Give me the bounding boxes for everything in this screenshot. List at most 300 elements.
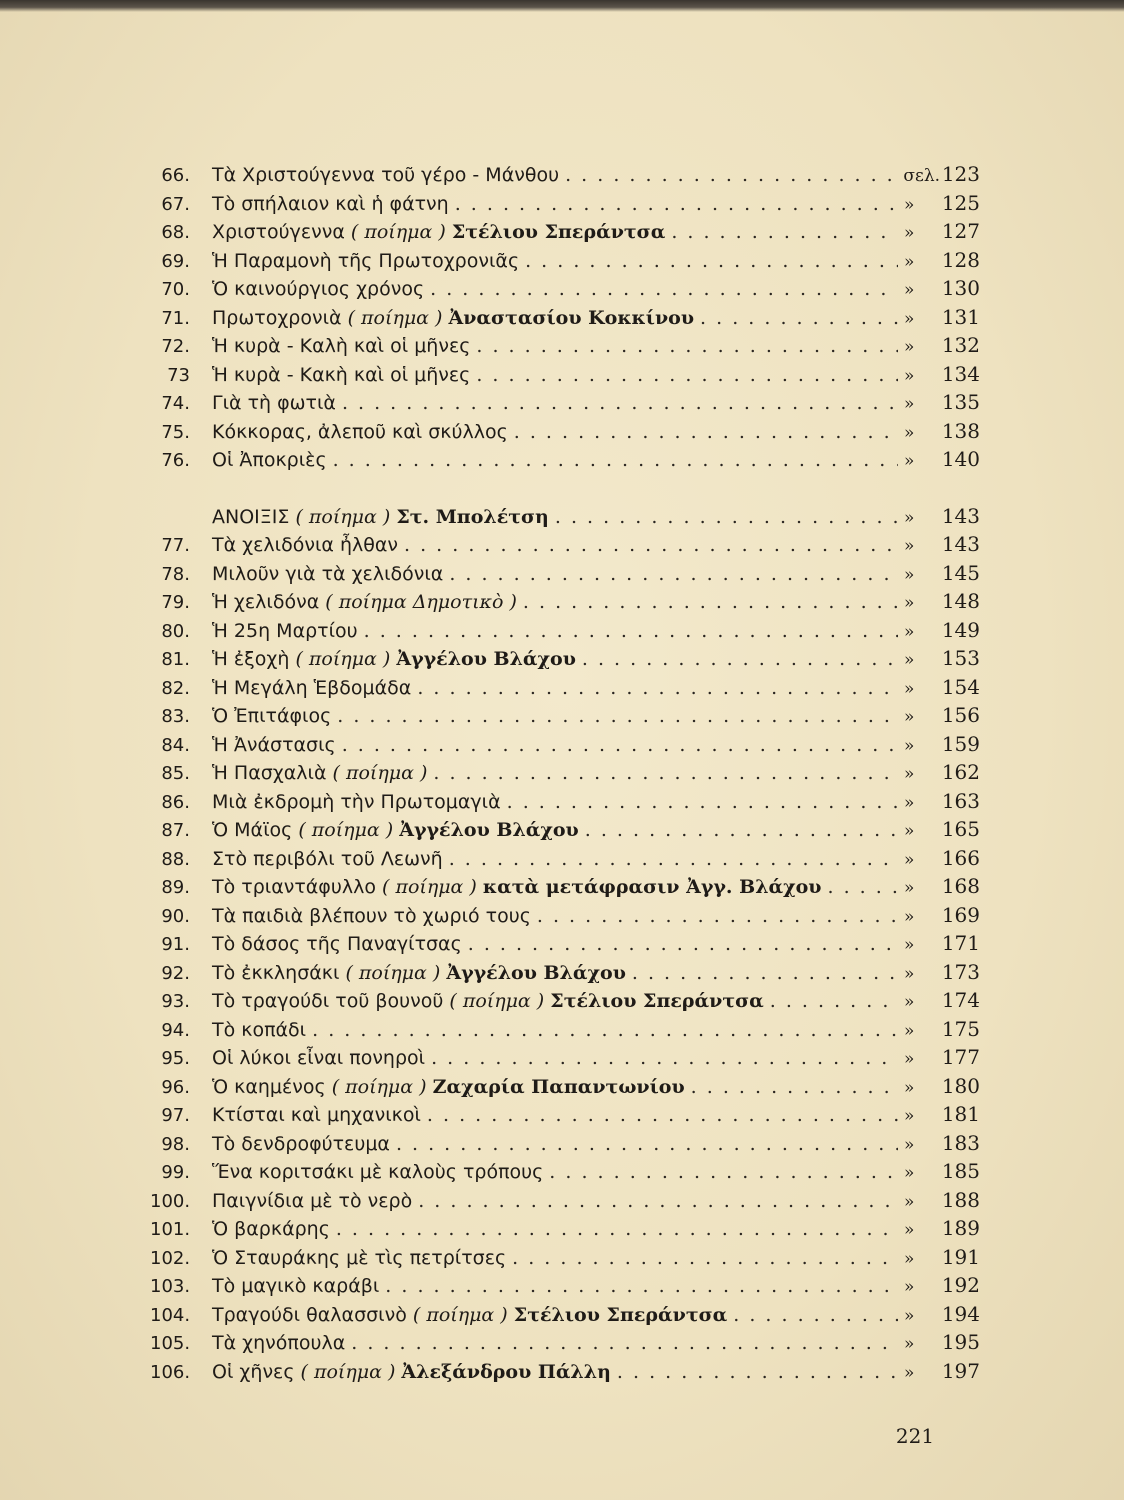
toc-entry-page: 165	[941, 817, 980, 841]
toc-entry-page-ref: »	[904, 621, 915, 642]
toc-entry-page: 132	[941, 333, 980, 357]
toc-entry-number: 85.	[161, 763, 190, 784]
toc-entry	[150, 730, 980, 759]
toc-entry-page: 180	[941, 1073, 980, 1098]
dot-leader	[336, 1215, 898, 1243]
toc-entry-title-text: Ὁ Σταυράκης μὲ τὶς πετρίτσες	[212, 1246, 507, 1269]
toc-entry-number: 101.	[150, 1219, 191, 1240]
toc-entry-author: Ἀγγέλου Βλάχου	[396, 648, 576, 670]
toc-entry-title	[212, 816, 579, 844]
toc-entry-number: 76.	[161, 450, 190, 471]
toc-entry-title	[212, 1158, 543, 1186]
toc-entry-title-text: Τὰ χηνόπουλα	[212, 1332, 346, 1354]
dot-leader	[430, 275, 898, 303]
toc-entry-page-ref: »	[904, 992, 915, 1012]
dot-leader	[418, 1187, 898, 1215]
toc-entry-number: 96.	[161, 1076, 190, 1098]
dot-leader	[512, 1244, 898, 1272]
toc-entry-number: 71.	[161, 307, 190, 329]
toc-entry-title	[212, 873, 822, 901]
toc-entry-title	[212, 788, 501, 816]
toc-entry-page-ref: »	[904, 194, 915, 215]
toc-entry	[150, 1328, 980, 1357]
toc-entry-number: 74.	[161, 393, 190, 414]
toc-entry-page-ref: »	[904, 963, 915, 984]
toc-entry-title	[212, 503, 549, 531]
toc-entry-number: 94.	[161, 1019, 190, 1041]
toc-entry-genre: ( ποίημα )	[300, 1360, 396, 1383]
toc-entry	[150, 616, 980, 645]
toc-entry-title-text: Μιλοῦν γιὰ τὰ χελιδόνια	[212, 562, 444, 585]
toc-entry	[150, 1214, 980, 1243]
toc-entry-page-ref: »	[904, 1134, 915, 1155]
dot-leader	[449, 560, 898, 588]
dot-leader	[333, 446, 898, 474]
toc-entry-title	[212, 702, 331, 730]
toc-entry-title-text: Οἱ λύκοι εἶναι πονηροὶ	[212, 1047, 426, 1069]
toc-entry	[150, 445, 980, 474]
toc-entry-title-text: Ἡ Πασχαλιὰ	[212, 762, 327, 784]
toc-entry-title	[212, 1044, 425, 1072]
toc-entry-title-text: Τραγούδι θαλασσινὸ	[212, 1303, 407, 1326]
toc-entry-page-ref: »	[904, 507, 915, 528]
toc-entry-author: Στέλιου Σπεράντσα	[513, 1303, 728, 1326]
toc-entry-title-text: Τὸ τραγούδι τοῦ βουνοῦ	[212, 990, 444, 1012]
toc-entry-title	[212, 1358, 611, 1386]
toc-entry-genre: ( ποίημα )	[382, 876, 477, 898]
toc-entry-title-text: ΑΝΟΙΞΙΣ	[212, 505, 290, 528]
toc-entry-number: 82.	[161, 677, 190, 699]
toc-entry-title-text: Ἡ Μεγάλη Ἑβδομάδα	[212, 676, 412, 699]
toc-entry-title-text: Τὰ παιδιὰ βλέπουν τὸ χωριό τους	[212, 904, 531, 927]
toc-entry-title-text: Παιγνίδια μὲ τὸ νερὸ	[212, 1189, 413, 1212]
toc-entry	[150, 1271, 980, 1300]
toc-entry-page-ref: »	[904, 308, 915, 329]
toc-entry-number: 103.	[150, 1276, 191, 1297]
toc-entry	[150, 844, 980, 873]
toc-entry-page: 149	[941, 617, 980, 642]
dot-leader	[431, 1044, 898, 1072]
toc-entry-author: Ζαχαρία Παπαντωνίου	[432, 1075, 685, 1098]
toc-entry-number: 91.	[161, 934, 190, 955]
toc-entry-title	[212, 304, 694, 332]
toc-entry-page: 131	[941, 304, 980, 329]
toc-entry-page-ref: »	[904, 251, 915, 272]
toc-entry-number: 106.	[150, 1361, 191, 1383]
toc-entry-number: 80.	[161, 620, 190, 642]
toc-entry	[150, 388, 980, 417]
toc-entry-page-ref: »	[904, 1305, 915, 1326]
toc-entry-page-ref: »	[904, 1334, 915, 1354]
toc-entry-page-ref: »	[904, 280, 915, 300]
toc-entry-title-text: Ἡ χελιδόνα	[212, 591, 320, 613]
dot-leader	[555, 503, 898, 531]
toc-entry	[150, 1129, 980, 1158]
toc-entry-page: 166	[941, 845, 980, 870]
toc-entry-title	[212, 588, 517, 616]
toc-entry-page: 191	[941, 1244, 980, 1269]
toc-entry-page: 185	[941, 1159, 980, 1183]
toc-entry	[150, 1015, 980, 1044]
toc-entry	[150, 587, 980, 616]
toc-entry-page-ref: »	[904, 1106, 915, 1126]
dot-leader	[525, 247, 898, 275]
toc-entry-title-text: Ἡ Ἀνάστασις	[212, 733, 336, 756]
toc-entry-title-text: Τὸ δάσος τῆς Παναγίτσας	[212, 933, 462, 955]
toc-entry-title-text: Ὁ Ἐπιτάφιος	[212, 705, 332, 727]
toc-entry-title-text: Κτίσται καὶ μηχανικοὶ	[212, 1104, 421, 1126]
toc-entry-title	[212, 645, 576, 673]
toc-entry-title	[212, 332, 470, 360]
toc-entry-title-text: Τὸ τριαντάφυλλο	[212, 876, 376, 898]
toc-entry-title	[212, 1187, 412, 1215]
page-top-edge	[0, 0, 1124, 12]
toc-entry-page: 123	[941, 162, 980, 186]
toc-entry-page-ref: »	[904, 935, 915, 955]
toc-entry-title	[212, 1215, 330, 1243]
toc-entry-page: 162	[941, 760, 980, 784]
toc-entry-title-text: Ὁ καημένος	[212, 1075, 326, 1098]
toc-entry	[150, 901, 980, 930]
toc-entry-page: 159	[941, 731, 980, 756]
toc-entry-page: 181	[941, 1102, 980, 1126]
toc-entry-page: 135	[941, 390, 980, 414]
toc-entry	[150, 958, 980, 987]
dot-leader	[617, 1358, 898, 1386]
toc-entry-genre: ( ποίημα )	[347, 306, 443, 329]
toc-entry-number: 79.	[161, 592, 190, 613]
toc-entry-page: 127	[941, 219, 980, 243]
toc-entry	[150, 303, 980, 332]
toc-entry	[150, 417, 980, 446]
toc-entry-title	[212, 674, 411, 702]
toc-entry-title-text: Κόκκορας, ἀλεποῦ καὶ σκύλλος	[212, 420, 508, 443]
toc-entry-author: Ἀναστασίου Κοκκίνου	[448, 306, 695, 329]
toc-entry-number: 86.	[161, 791, 190, 813]
dot-leader	[364, 617, 898, 645]
toc-entry-page: 197	[941, 1358, 980, 1383]
toc-entry-page-ref: »	[904, 365, 915, 386]
toc-entry-title	[212, 275, 424, 303]
toc-entry-author: Στέλιου Σπεράντσα	[550, 990, 764, 1012]
toc-entry-author: Στέλιου Σπεράντσα	[451, 221, 666, 243]
toc-entry-page: 174	[941, 988, 980, 1012]
toc-entry-page-ref: »	[904, 593, 915, 613]
toc-entry-title-text: Πρωτοχρονιὰ	[212, 306, 342, 329]
toc-entry	[150, 274, 980, 303]
toc-entry-number: 77.	[161, 535, 190, 556]
dot-leader	[828, 873, 899, 901]
dot-leader	[342, 731, 898, 759]
toc-entry	[150, 530, 980, 559]
toc-entry-number: 88.	[161, 848, 190, 870]
toc-entry	[150, 673, 980, 702]
toc-entry-number: 89.	[161, 877, 190, 898]
toc-entry-title-text: Χριστούγεννα	[212, 221, 345, 243]
toc-entry-title-text: Τὰ χελιδόνια ἦλθαν	[212, 534, 398, 556]
toc-entry-number: 72.	[161, 336, 190, 357]
toc-entry-title	[212, 1329, 345, 1357]
toc-entry	[150, 701, 980, 730]
toc-entry-title	[212, 759, 427, 787]
toc-entry-author: Ἀγγέλου Βλάχου	[446, 961, 626, 984]
dot-leader	[565, 161, 897, 189]
toc-entry-genre: ( ποίημα )	[331, 1075, 427, 1098]
toc-entry-title	[212, 161, 559, 189]
toc-entry	[150, 1186, 980, 1215]
toc-entry-genre: ( ποίημα )	[298, 819, 394, 841]
toc-entry	[150, 1072, 980, 1101]
toc-entry-title	[212, 1244, 506, 1272]
toc-entry-title-text: Γιὰ τὴ φωτιὰ	[212, 392, 336, 414]
toc-entry-page: 134	[941, 361, 980, 386]
dot-leader	[455, 190, 898, 218]
toc-entry-title-text: Τὸ μαγικὸ καράβι	[212, 1275, 380, 1297]
toc-entry-title-text: Ἡ 25η Μαρτίου	[212, 619, 358, 642]
toc-entry-genre: ( ποίημα Δημοτικὸ )	[325, 591, 517, 613]
dot-leader	[585, 816, 898, 844]
toc-entry-page: 177	[941, 1045, 980, 1069]
toc-entry-number: 97.	[161, 1105, 190, 1126]
toc-entry-number: 98.	[161, 1133, 190, 1155]
toc-entry	[150, 1157, 980, 1186]
toc-entry-title-text: Οἱ χῆνες	[212, 1360, 295, 1383]
dot-leader	[770, 987, 898, 1015]
toc-entry-title	[212, 1101, 421, 1129]
dot-leader	[671, 218, 898, 246]
toc-entry-page-ref: »	[904, 735, 915, 756]
toc-entry-title	[212, 1301, 727, 1329]
toc-entry-author: Στ. Μπολέτση	[396, 505, 549, 528]
toc-entry-title	[212, 902, 531, 930]
toc-entry-page: 168	[941, 874, 980, 898]
toc-entry-page-ref: »	[904, 451, 915, 471]
dot-leader	[523, 588, 898, 616]
toc-entry-title	[212, 959, 626, 987]
toc-entry	[150, 872, 980, 901]
toc-entry-title-text: Ἡ ἐξοχὴ	[212, 648, 290, 670]
toc-entry-title	[212, 930, 462, 958]
toc-entry-page-ref: »	[904, 707, 915, 727]
toc-entry-number: 84.	[161, 734, 190, 756]
toc-entry-page-ref: »	[904, 564, 915, 585]
toc-entry-page-ref: »	[904, 536, 915, 556]
toc-entry-page: 125	[941, 190, 980, 215]
toc-entry-page: 156	[941, 703, 980, 727]
dot-leader	[449, 845, 898, 873]
dot-leader	[514, 418, 898, 446]
toc-entry-number: 105.	[150, 1333, 191, 1354]
toc-entry	[150, 160, 980, 189]
toc-entry-page: 175	[941, 1016, 980, 1041]
toc-entry-page-ref: »	[904, 1248, 915, 1269]
toc-entry-title	[212, 560, 443, 588]
dot-leader	[417, 674, 898, 702]
toc-entry-page-ref: »	[904, 1362, 915, 1383]
toc-entry-number: 75.	[161, 421, 190, 443]
dot-leader	[312, 1016, 898, 1044]
toc-entry-page: 192	[941, 1273, 980, 1297]
toc-entry	[150, 758, 980, 787]
toc-entry-number: 87.	[161, 820, 190, 841]
toc-entry-title-text: Ἕνα κοριτσάκι μὲ καλοὺς τρόπους	[212, 1161, 544, 1183]
toc-entry-number: 69.	[161, 250, 190, 272]
toc-entry-title-text: Ὁ βαρκάρης	[212, 1218, 330, 1240]
dot-leader	[691, 1073, 898, 1101]
toc-entry-page-ref: »	[904, 906, 915, 927]
toc-entry-title-text: Ἡ κυρὰ - Κακὴ καὶ οἱ μῆνες	[212, 363, 471, 386]
dot-leader	[385, 1272, 898, 1300]
toc-entry-page-ref: »	[904, 650, 915, 670]
toc-entry-page-ref: »	[904, 821, 915, 841]
dot-leader	[632, 959, 898, 987]
dot-leader	[351, 1329, 898, 1357]
dot-leader	[476, 361, 898, 389]
dot-leader	[507, 788, 898, 816]
dot-leader	[468, 930, 898, 958]
dot-leader	[337, 702, 898, 730]
toc-entry-number: 99.	[161, 1162, 190, 1183]
toc-entry-page: 130	[941, 276, 980, 300]
page-number: 221	[895, 1424, 935, 1448]
toc-entry-page-ref: »	[904, 422, 915, 443]
toc-entry	[150, 1300, 980, 1329]
toc-entry-genre: ( ποίημα )	[449, 990, 545, 1012]
toc-entry-title-text: Οἱ Ἀποκριὲς	[212, 449, 327, 471]
toc-entry-title	[212, 987, 764, 1015]
toc-entry-page-ref: »	[904, 223, 915, 243]
toc-entry-page-ref: »	[904, 878, 915, 898]
dot-leader	[733, 1301, 898, 1329]
toc-entry	[150, 815, 980, 844]
toc-entry	[150, 1357, 980, 1386]
toc-entry	[150, 787, 980, 816]
toc-entry-number: 73	[167, 364, 190, 386]
toc-entry	[150, 1100, 980, 1129]
toc-entry-number: 102.	[150, 1247, 191, 1269]
toc-entry	[150, 189, 980, 218]
toc-entry-title	[212, 361, 470, 389]
toc-entry-title-text: Τὸ δενδροφύτευμα	[212, 1132, 390, 1155]
toc-entry-genre: ( ποίημα )	[332, 762, 428, 784]
toc-entry-page: 145	[941, 560, 980, 585]
toc-entry-page-ref: »	[904, 849, 915, 870]
toc-entry-page-ref: »	[904, 1277, 915, 1297]
toc-entry-number: 66.	[161, 165, 190, 186]
toc-entry-title	[212, 731, 336, 759]
toc-entry-title	[212, 446, 327, 474]
toc-entry	[150, 217, 980, 246]
toc-entry-page-ref: »	[904, 678, 915, 699]
toc-entry-title	[212, 617, 358, 645]
toc-entry-page: 173	[941, 959, 980, 984]
toc-entry-genre: ( ποίημα )	[295, 648, 391, 670]
toc-entry-number: 104.	[150, 1304, 191, 1326]
toc-entry-page: 169	[941, 902, 980, 927]
toc-entry-number: 70.	[161, 279, 190, 300]
dot-leader	[427, 1101, 898, 1129]
toc-entry-page: 128	[941, 247, 980, 272]
toc-entry-title	[212, 845, 443, 873]
dot-leader	[537, 902, 898, 930]
toc-entry-page-ref: »	[904, 1020, 915, 1041]
toc-entry-title-text: Μιὰ ἐκδρομὴ τὴν Πρωτομαγιὰ	[212, 790, 501, 813]
toc-entry	[150, 331, 980, 360]
toc-entry	[150, 559, 980, 588]
dot-leader	[396, 1130, 898, 1158]
toc-entry-title	[212, 531, 398, 559]
toc-entry-title-text: Τὸ ἐκκλησάκι	[212, 961, 340, 984]
dot-leader	[404, 531, 898, 559]
toc-entry-number: 68.	[161, 222, 190, 243]
toc-entry-title-text: Ἡ κυρὰ - Καλὴ καὶ οἱ μῆνες	[212, 335, 471, 357]
toc-entry-author: Ἀλεξάνδρου Πάλλη	[401, 1360, 611, 1383]
toc-entry-genre: ( ποίημα )	[350, 221, 446, 243]
toc-entry-number: 90.	[161, 905, 190, 927]
toc-entry-title	[212, 218, 665, 246]
toc-entry-title	[212, 418, 508, 446]
dot-leader	[433, 759, 898, 787]
toc-entry-page: 189	[941, 1216, 980, 1240]
toc-entry-page: 183	[941, 1130, 980, 1155]
dot-leader	[700, 304, 898, 332]
toc-entry-page-ref: »	[904, 792, 915, 813]
toc-entry-title	[212, 1016, 306, 1044]
toc-entry-title-text: Τὸ κοπάδι	[212, 1018, 307, 1041]
toc-entry-number: 93.	[161, 991, 190, 1012]
toc-entry-title	[212, 1073, 685, 1101]
toc-entry-title	[212, 190, 449, 218]
toc-entry-title-text: Ὁ Μάϊος	[212, 819, 293, 841]
dot-leader	[476, 332, 898, 360]
toc-entry	[150, 1043, 980, 1072]
toc-entry-page: 140	[941, 447, 980, 471]
toc-entry	[150, 502, 980, 531]
toc-entry-title-text: Στὸ περιβόλι τοῦ Λεωνῆ	[212, 847, 443, 870]
toc-entry-genre: ( ποίημα )	[295, 505, 391, 528]
toc-entry-page-ref: »	[904, 1049, 915, 1069]
toc-entry-author: Ἀγγέλου Βλάχου	[399, 819, 579, 841]
toc-entry-page: 194	[941, 1301, 980, 1326]
toc-entry-number: 92.	[161, 962, 190, 984]
toc-entry-page: 154	[941, 674, 980, 699]
toc-entry-page: 188	[941, 1187, 980, 1212]
toc-entry-page: 143	[941, 532, 980, 556]
toc-entry-title-text: Ἡ Παραμονὴ τῆς Πρωτοχρονιᾶς	[212, 249, 520, 272]
toc-entry-number: 81.	[161, 649, 190, 670]
toc-entry-number: 100.	[150, 1190, 191, 1212]
toc-entry-page-ref: »	[904, 394, 915, 414]
toc-entry-title	[212, 389, 336, 417]
toc-entry-page-ref: »	[904, 1163, 915, 1183]
toc-entry-page: 143	[941, 503, 980, 528]
toc-entry-page-ref: »	[904, 337, 915, 357]
dot-leader	[342, 389, 898, 417]
toc-entry-number: 67.	[161, 193, 190, 215]
dot-leader	[582, 645, 898, 673]
toc-entry	[150, 644, 980, 673]
toc-entry-page: 171	[941, 931, 980, 955]
toc-entry-page: 138	[941, 418, 980, 443]
toc-entry	[150, 246, 980, 275]
toc-entry-page-ref: »	[904, 1077, 915, 1098]
toc-entry-page-ref: »	[904, 764, 915, 784]
toc-entry-author: κατὰ μετάφρασιν Ἀγγ. Βλάχου	[482, 876, 822, 898]
toc-entry-page-ref: »	[904, 1191, 915, 1212]
toc-entry-page: 163	[941, 788, 980, 813]
toc-entry-page: 195	[941, 1330, 980, 1354]
toc-entry	[150, 929, 980, 958]
